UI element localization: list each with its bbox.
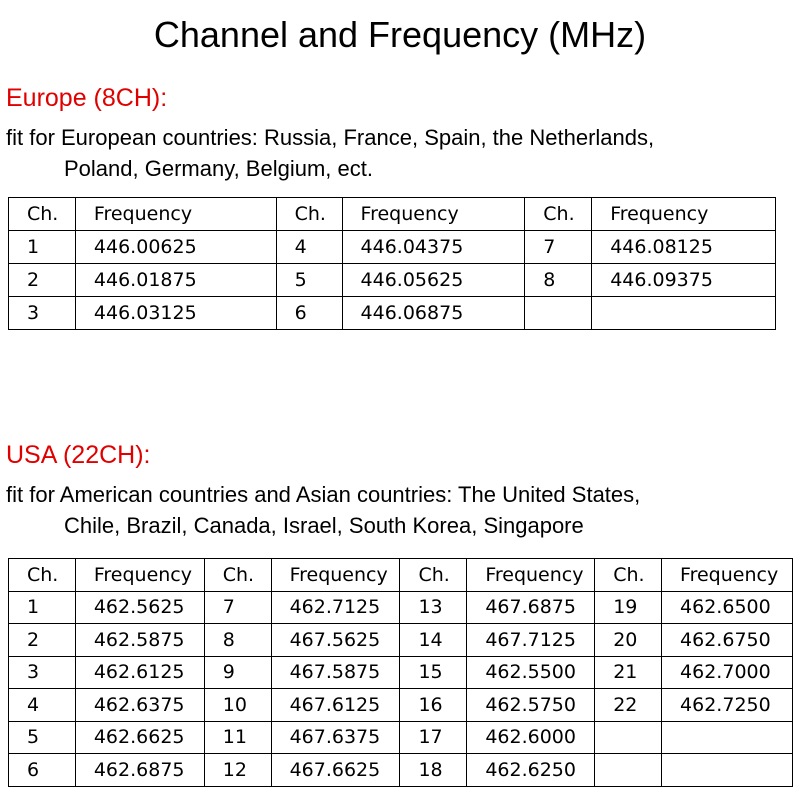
frequency-cell <box>662 721 793 754</box>
channel-cell: 2 <box>9 264 76 297</box>
table-row <box>9 689 793 722</box>
frequency-cell: 467.6375 <box>271 721 400 754</box>
europe-description-line1: fit for European countries: Russia, France, Spain, the Netherlands, <box>6 125 655 150</box>
column-header-frequency: Frequency <box>592 198 776 231</box>
table-row <box>9 297 776 330</box>
channel-cell: 9 <box>204 656 271 689</box>
channel-cell: 10 <box>204 689 271 722</box>
channel-cell: 2 <box>9 624 76 657</box>
usa-frequency-table <box>8 558 793 787</box>
frequency-cell: 446.06875 <box>342 297 525 330</box>
frequency-cell: 462.6875 <box>75 754 204 787</box>
frequency-cell: 467.5875 <box>271 656 400 689</box>
channel-cell: 7 <box>204 591 271 624</box>
channel-cell: 11 <box>204 721 271 754</box>
frequency-cell: 467.6125 <box>271 689 400 722</box>
column-header-frequency: Frequency <box>271 559 400 592</box>
column-header-frequency: Frequency <box>467 559 595 592</box>
channel-cell <box>525 297 592 330</box>
frequency-cell <box>592 297 776 330</box>
frequency-cell: 446.03125 <box>75 297 276 330</box>
frequency-cell: 446.00625 <box>75 231 276 264</box>
column-header-channel: Ch. <box>595 559 662 592</box>
channel-cell: 22 <box>595 689 662 722</box>
usa-description <box>6 479 640 541</box>
channel-cell: 17 <box>400 721 467 754</box>
frequency-cell: 462.5750 <box>467 689 595 722</box>
column-header-channel: Ch. <box>204 559 271 592</box>
channel-cell: 5 <box>9 721 76 754</box>
frequency-cell: 462.5625 <box>75 591 204 624</box>
table-row <box>9 264 776 297</box>
table-header-row <box>9 559 793 592</box>
channel-cell <box>595 754 662 787</box>
column-header-frequency: Frequency <box>75 198 276 231</box>
channel-cell: 5 <box>276 264 342 297</box>
frequency-cell: 467.5625 <box>271 624 400 657</box>
channel-cell: 6 <box>276 297 342 330</box>
channel-cell: 3 <box>9 297 76 330</box>
usa-heading: USA (22CH): <box>6 441 151 469</box>
usa-description-line2: Chile, Brazil, Canada, Israel, South Korea, Singapore <box>64 513 584 538</box>
column-header-frequency: Frequency <box>342 198 525 231</box>
channel-cell: 12 <box>204 754 271 787</box>
channel-cell: 4 <box>9 689 76 722</box>
frequency-cell: 446.01875 <box>75 264 276 297</box>
channel-cell: 7 <box>525 231 592 264</box>
europe-heading: Europe (8CH): <box>6 84 168 112</box>
frequency-cell: 467.6875 <box>467 591 595 624</box>
channel-cell: 20 <box>595 624 662 657</box>
frequency-cell: 462.6000 <box>467 721 595 754</box>
channel-cell: 16 <box>400 689 467 722</box>
table-row <box>9 754 793 787</box>
frequency-cell: 446.09375 <box>592 264 776 297</box>
frequency-cell: 467.6625 <box>271 754 400 787</box>
channel-cell: 4 <box>276 231 342 264</box>
frequency-cell: 462.5875 <box>75 624 204 657</box>
table-row <box>9 624 793 657</box>
channel-cell <box>595 721 662 754</box>
frequency-cell: 462.6250 <box>467 754 595 787</box>
frequency-cell: 462.7000 <box>662 656 793 689</box>
frequency-cell: 462.6375 <box>75 689 204 722</box>
frequency-cell: 462.6500 <box>662 591 793 624</box>
table-row <box>9 591 793 624</box>
frequency-cell: 467.7125 <box>467 624 595 657</box>
frequency-cell: 462.5500 <box>467 656 595 689</box>
frequency-cell: 462.6125 <box>75 656 204 689</box>
table-row <box>9 721 793 754</box>
column-header-frequency: Frequency <box>662 559 793 592</box>
frequency-cell: 446.04375 <box>342 231 525 264</box>
frequency-cell: 446.05625 <box>342 264 525 297</box>
channel-cell: 15 <box>400 656 467 689</box>
column-header-channel: Ch. <box>525 198 592 231</box>
frequency-cell: 446.08125 <box>592 231 776 264</box>
channel-cell: 14 <box>400 624 467 657</box>
channel-cell: 6 <box>9 754 76 787</box>
channel-cell: 18 <box>400 754 467 787</box>
table-row <box>9 231 776 264</box>
table-header-row <box>9 198 776 231</box>
frequency-cell <box>662 754 793 787</box>
column-header-frequency: Frequency <box>75 559 204 592</box>
column-header-channel: Ch. <box>400 559 467 592</box>
usa-description-line1: fit for American countries and Asian countries: The United States, <box>6 482 641 507</box>
column-header-channel: Ch. <box>9 198 76 231</box>
clipped-text-fragment <box>60 548 160 553</box>
europe-description-line2: Poland, Germany, Belgium, ect. <box>64 156 373 181</box>
channel-cell: 8 <box>204 624 271 657</box>
channel-cell: 13 <box>400 591 467 624</box>
channel-cell: 3 <box>9 656 76 689</box>
europe-frequency-table <box>8 197 776 330</box>
channel-cell: 1 <box>9 231 76 264</box>
column-header-channel: Ch. <box>276 198 342 231</box>
channel-cell: 1 <box>9 591 76 624</box>
frequency-cell: 462.6750 <box>662 624 793 657</box>
channel-cell: 8 <box>525 264 592 297</box>
page-title: Channel and Frequency (MHz) <box>153 14 647 55</box>
column-header-channel: Ch. <box>9 559 76 592</box>
frequency-cell: 462.6625 <box>75 721 204 754</box>
frequency-cell: 462.7125 <box>271 591 400 624</box>
frequency-cell: 462.7250 <box>662 689 793 722</box>
europe-description <box>6 122 654 184</box>
channel-cell: 19 <box>595 591 662 624</box>
table-row <box>9 656 793 689</box>
channel-cell: 21 <box>595 656 662 689</box>
